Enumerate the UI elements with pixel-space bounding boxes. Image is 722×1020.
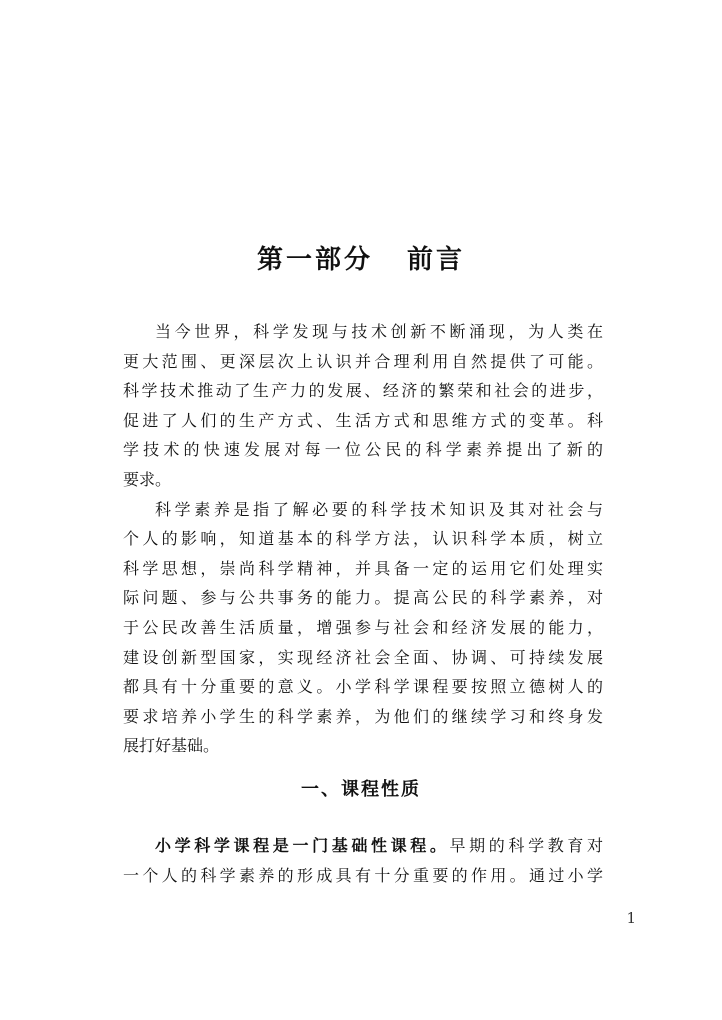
paragraph-line: 科学技术推动了生产力的发展、经济的繁荣和社会的进步，: [123, 381, 603, 401]
paragraph-line: 展打好基础。: [123, 736, 220, 756]
paragraph-line: 科学素养是指了解必要的科学技术知识及其对社会与: [155, 499, 603, 519]
part-title-label: 第一部分: [256, 245, 373, 275]
intro-text: [123, 317, 603, 761]
section-title: 一、课程性质: [301, 779, 421, 800]
paragraph-text: 早期的科学教育对: [449, 836, 603, 855]
paragraph-line: 要求。: [123, 469, 172, 489]
paragraph-lead: 小学科学课程是一门基础性课程。: [155, 836, 450, 855]
paragraph-line: 一个人的科学素养的形成具有十分重要的作用。通过小学: [123, 865, 603, 885]
paragraph-line: 际问题、参与公共事务的能力。提高公民的科学素养，对: [123, 588, 603, 608]
paragraph-line: 都具有十分重要的意义。小学科学课程要按照立德树人的: [123, 677, 603, 697]
paragraph-line: 个人的影响，知道基本的科学方法，认识科学本质，树立: [123, 529, 603, 549]
paragraph-line: 科学思想，崇尚科学精神，并具备一定的运用它们处理实: [123, 558, 603, 578]
paragraph-line: 更大范围、更深层次上认识并合理利用自然提供了可能。: [123, 351, 603, 371]
paragraph-line: 当今世界，科学发现与技术创新不断涌现，为人类在: [155, 322, 603, 341]
paragraph-line: 要求培养小学生的科学素养，为他们的继续学习和终身发: [123, 706, 603, 726]
paragraph-line: [123, 831, 603, 861]
paragraph-line: 学技术的快速发展对每一位公民的科学素养提出了新的: [123, 440, 603, 460]
page-number: 1: [626, 909, 636, 927]
section-text: [123, 831, 603, 890]
part-title-heading: 前言: [407, 245, 466, 275]
paragraph-line: 于公民改善生活质量，增强参与社会和经济发展的能力，: [123, 617, 603, 637]
paragraph-line: 建设创新型国家，实现经济社会全面、协调、可持续发展: [123, 647, 603, 667]
part-title: [0, 240, 722, 280]
paragraph-line: 促进了人们的生产方式、生活方式和思维方式的变革。科: [123, 410, 603, 430]
